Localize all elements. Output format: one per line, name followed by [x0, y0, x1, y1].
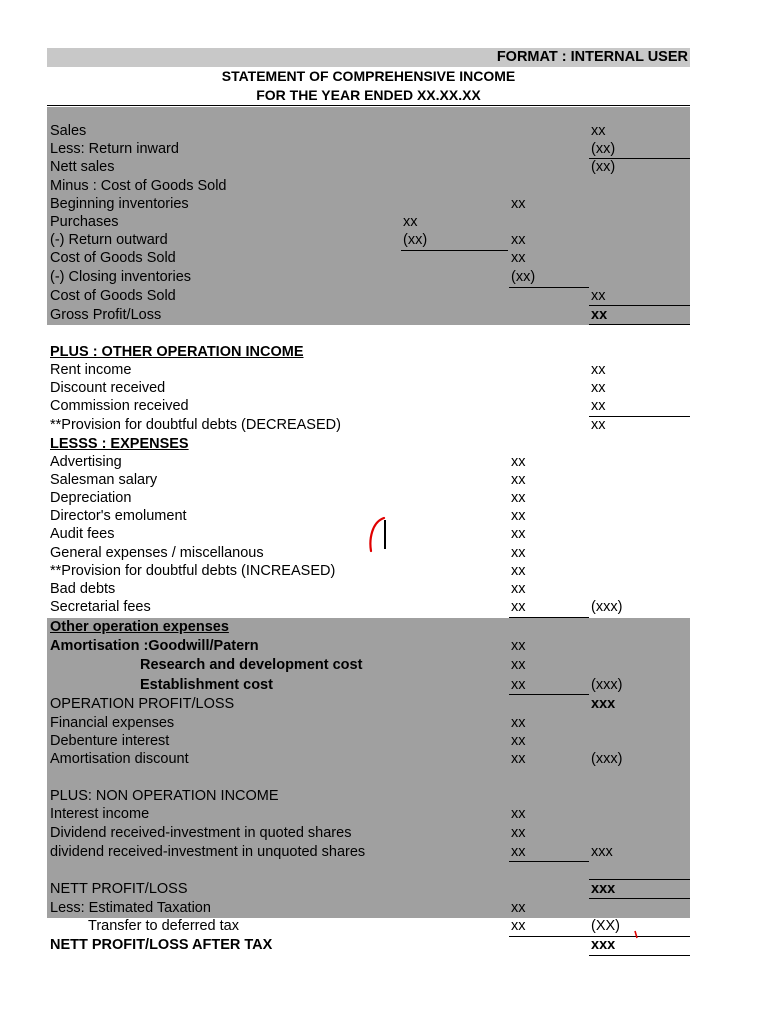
row-beginning-inventories [0, 195, 768, 213]
row-label: **Provision for doubtful debts (DECREASED) [50, 417, 341, 433]
row-label: NETT PROFIT/LOSS [50, 881, 188, 897]
row-label: NETT PROFIT/LOSS AFTER TAX [50, 937, 273, 953]
row-label: OPERATION PROFIT/LOSS [50, 696, 235, 712]
amount-c2: xx [511, 918, 526, 934]
row-label: Research and development cost [140, 657, 363, 673]
row-commission-received [0, 397, 768, 415]
row-label: (-) Closing inventories [50, 269, 192, 285]
amount-c2: xx [511, 715, 526, 731]
row-financial-expenses [0, 714, 768, 732]
row-less-expenses [0, 435, 768, 453]
amount-c2: xx [511, 844, 526, 860]
row-label: Advertising [50, 454, 122, 470]
statement-subtitle: FOR THE YEAR ENDED XX.XX.XX [256, 87, 481, 103]
row-return-outward [0, 231, 768, 249]
amount-c3: xx [591, 362, 606, 378]
amount-c3: xx [591, 307, 608, 323]
row-label: Minus : Cost of Goods Sold [50, 178, 227, 194]
row-label: Other operation expenses [50, 619, 229, 635]
row-label: Cost of Goods Sold [50, 250, 176, 266]
amount-c2: xx [511, 581, 526, 597]
amount-c3: xxx [591, 881, 616, 897]
row-gross-profit [0, 306, 768, 324]
row-other-operation-expenses [0, 618, 768, 636]
amount-c3: (XX) [591, 918, 620, 934]
row-amortisation-goodwill [0, 637, 768, 655]
amount-c2: xx [511, 825, 526, 841]
row-label: **Provision for doubtful debts (INCREASED) [50, 563, 336, 579]
amount-c3: xxx [591, 696, 616, 712]
amount-c3: xx [591, 288, 606, 304]
row-label: Rent income [50, 362, 132, 378]
row-label: LESSS : EXPENSES [50, 436, 189, 452]
amount-c2: (xx) [511, 269, 536, 285]
row-label: Audit fees [50, 526, 115, 542]
amount-c2: xx [511, 545, 526, 561]
row-label: PLUS : OTHER OPERATION INCOME [50, 344, 304, 360]
amount-c2: xx [511, 196, 526, 212]
amount-c2: xx [511, 657, 526, 673]
row-label: Interest income [50, 806, 150, 822]
row-plus-non-operation [0, 787, 768, 805]
amount-c2: xx [511, 751, 526, 767]
amount-c2: xx [511, 733, 526, 749]
row-provision-decreased [0, 416, 768, 434]
row-label: Debenture interest [50, 733, 170, 749]
row-estimated-taxation [0, 899, 768, 917]
amount-c2: xx [511, 490, 526, 506]
row-cogs-total [0, 287, 768, 305]
row-interest-income [0, 805, 768, 823]
statement-title: STATEMENT OF COMPREHENSIVE INCOME [221, 68, 516, 84]
row-debenture-interest [0, 732, 768, 750]
row-label: Amortisation :Goodwill/Patern [50, 638, 259, 654]
row-nett-sales [0, 158, 768, 176]
amount-c3: (xxx) [591, 599, 623, 615]
format-label: FORMAT : INTERNAL USER [496, 49, 688, 65]
row-provision-increased [0, 562, 768, 580]
amount-c2: xx [511, 638, 526, 654]
row-label: Financial expenses [50, 715, 175, 731]
row-dividend-unquoted [0, 843, 768, 861]
row-discount-received [0, 379, 768, 397]
row-sales [0, 122, 768, 140]
row-depreciation [0, 489, 768, 507]
row-label: Cost of Goods Sold [50, 288, 176, 304]
amount-c2: xx [511, 508, 526, 524]
row-dividend-quoted [0, 824, 768, 842]
row-research-development [0, 656, 768, 674]
amount-c2: xx [511, 526, 526, 542]
row-label: Purchases [50, 214, 119, 230]
row-return-inward [0, 140, 768, 158]
row-salesman-salary [0, 471, 768, 489]
row-label: Director's emolument [50, 508, 187, 524]
amount-c2: xx [511, 563, 526, 579]
row-plus-other-income [0, 343, 768, 361]
row-label: Gross Profit/Loss [50, 307, 162, 323]
amount-c1: (xx) [403, 232, 428, 248]
row-bad-debts [0, 580, 768, 598]
amount-c3: (xxx) [591, 751, 623, 767]
underline [589, 955, 690, 956]
row-label: Bad debts [50, 581, 116, 597]
row-label: Sales [50, 123, 87, 139]
row-rent-income [0, 361, 768, 379]
amount-c3: xxx [591, 937, 616, 953]
row-label: Establishment cost [140, 677, 273, 693]
row-label: Salesman salary [50, 472, 158, 488]
row-label: Depreciation [50, 490, 132, 506]
amount-c3: xx [591, 380, 606, 396]
amount-c3: xx [591, 417, 606, 433]
row-label: dividend received-investment in unquoted shares [50, 844, 366, 860]
underline [509, 861, 589, 862]
row-deferred-tax [0, 917, 768, 935]
amount-c2: xx [511, 454, 526, 470]
row-label: General expenses / miscellanous [50, 545, 264, 561]
amount-c1: xx [403, 214, 418, 230]
row-label: Amortisation discount [50, 751, 189, 767]
header-rule [47, 105, 690, 106]
row-label: Discount received [50, 380, 166, 396]
row-label: Transfer to deferred tax [88, 918, 239, 934]
amount-c3: (xxx) [591, 677, 623, 693]
row-label: Secretarial fees [50, 599, 151, 615]
red-tick-mark [632, 930, 640, 940]
amount-c2: xx [511, 677, 526, 693]
row-label: Dividend received-investment in quoted shares [50, 825, 352, 841]
row-secretarial-fees [0, 598, 768, 616]
row-cogs-subtotal [0, 249, 768, 267]
row-label: (-) Return outward [50, 232, 168, 248]
row-amortisation-discount [0, 750, 768, 768]
row-establishment-cost [0, 676, 768, 694]
row-label: PLUS: NON OPERATION INCOME [50, 788, 279, 804]
amount-c2: xx [511, 806, 526, 822]
amount-c3: xx [591, 398, 606, 414]
row-closing-inventories [0, 268, 768, 286]
amount-c3: (xx) [591, 141, 616, 157]
amount-c2: xx [511, 472, 526, 488]
amount-c2: xx [511, 599, 526, 615]
underline [589, 324, 690, 325]
row-label: Less: Return inward [50, 141, 179, 157]
amount-c2: xx [511, 900, 526, 916]
amount-c2: xx [511, 250, 526, 266]
row-minus-cogs [0, 177, 768, 195]
row-label: Less: Estimated Taxation [50, 900, 211, 916]
red-annotation-mark [366, 514, 390, 554]
row-advertising [0, 453, 768, 471]
row-nett-profit-after-tax [0, 936, 768, 954]
amount-c3: (xx) [591, 159, 616, 175]
row-operation-profit [0, 695, 768, 713]
amount-c3: xxx [591, 844, 613, 860]
row-label: Nett sales [50, 159, 115, 175]
amount-c3: xx [591, 123, 606, 139]
amount-c2: xx [511, 232, 526, 248]
row-label: Beginning inventories [50, 196, 189, 212]
row-purchases [0, 213, 768, 231]
row-nett-profit [0, 880, 768, 898]
row-label: Commission received [50, 398, 189, 414]
